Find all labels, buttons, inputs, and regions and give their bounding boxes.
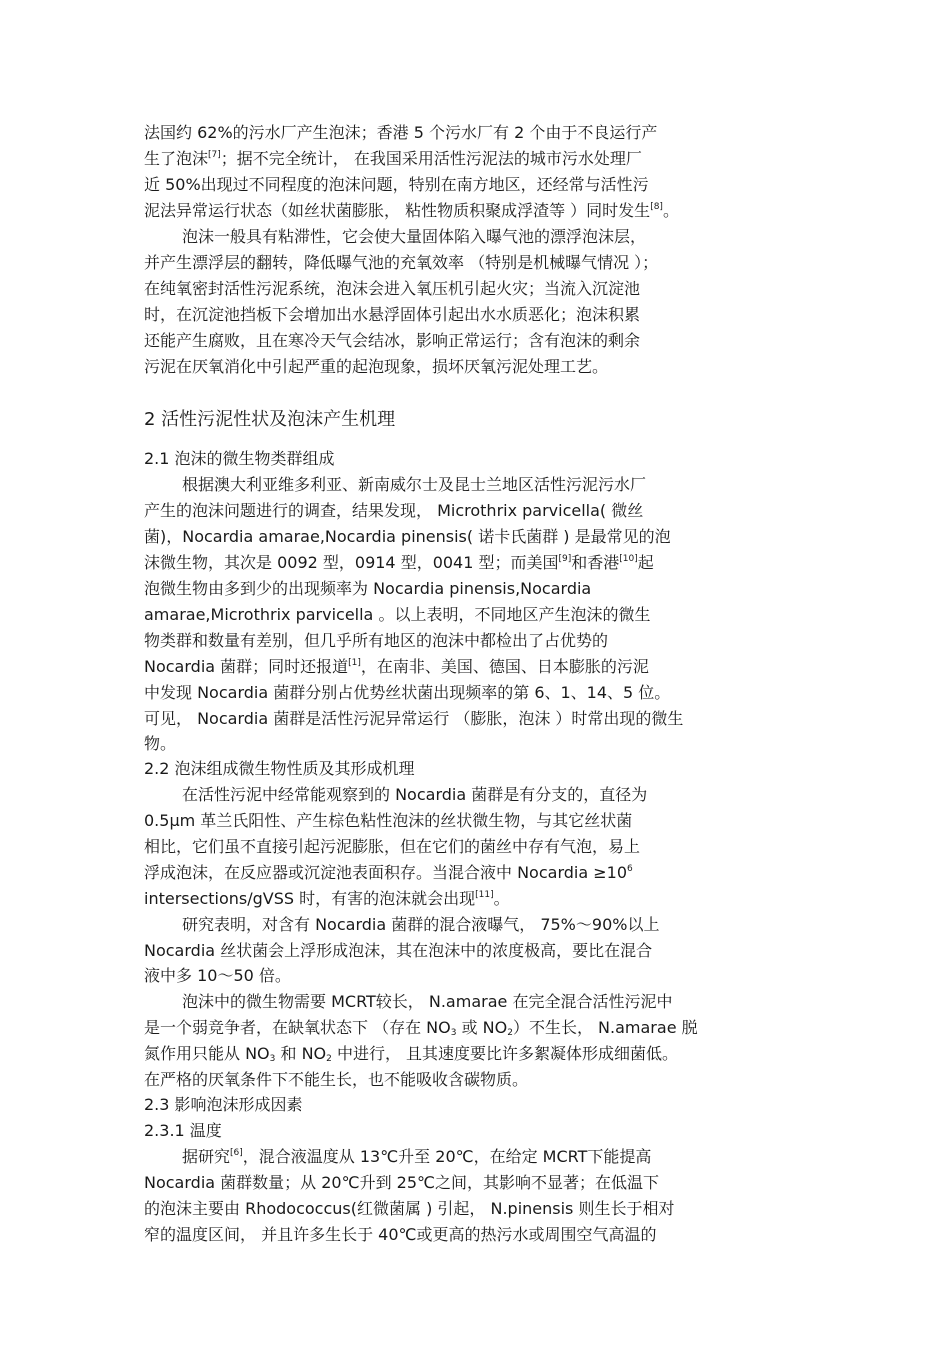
line-text: 泥法异常运行状态（如丝状菌膨胀， 粘性物质积聚成浮渣等 ）同时发生 [144,201,651,220]
line-text-cont: 或 NO [456,1018,508,1037]
text-line [144,1118,744,1143]
line-text: intersections/gVSS 时，有害的泡沫就会出现 [144,889,476,908]
line-text: 并产生漂浮层的翻转，降低曝气池的充氧效率 （特别是机械曝气情况 ）； [144,253,659,272]
superscript: 6 [627,864,633,874]
text-line [144,276,744,301]
line-text-cont: 和香港 [571,553,620,572]
line-text: 2.1 泡沫的微生物类群组成 [144,449,335,468]
line-text: 氮作用只能从 NO [144,1044,270,1063]
subscript: 2 [507,1028,513,1038]
superscript: [8] [650,202,663,212]
text-line [144,550,744,575]
line-text: 2.3.1 温度 [144,1121,222,1140]
superscript: [11] [475,890,494,900]
line-text: 物类群和数量有差别，但几乎所有地区的泡沫中都检出了占优势的 [144,631,609,650]
subscript: 3 [269,1054,276,1064]
superscript: [1] [348,658,361,668]
text-line [182,989,742,1014]
line-text: 沫微生物，其次是 0092 型，0914 型，0041 型；而美国 [144,553,559,572]
line-text-cont: 中进行， 且其速度要比许多絮凝体形成细菌低。 [331,1044,679,1063]
text-line [144,731,744,756]
line-text: 研究表明，对含有 Nocardia 菌群的混合液曝气， 75%～90%以上 [182,915,660,934]
text-line [144,860,744,885]
line-text: 物。 [144,734,177,753]
line-text: 在活性污泥中经常能观察到的 Nocardia 菌群是有分支的，直径为 [182,785,648,804]
subscript: 3 [450,1028,457,1038]
text-line [144,524,744,549]
text-line [182,1144,742,1169]
line-text: 是一个弱竞争者，在缺氧状态下 （存在 NO [144,1018,451,1037]
line-text: 在严格的厌氧条件下不能生长，也不能吸收含碳物质。 [144,1070,529,1089]
line-text-cont: 和 NO [275,1044,327,1063]
line-text: 据研究 [182,1147,231,1166]
line-text: 0.5μm 革兰氏阳性、产生棕色粘性泡沫的丝状微生物，与其它丝状菌 [144,811,633,830]
line-text: 根据澳大利亚维多利亚、新南威尔士及昆士兰地区活性污泥污水厂 [182,475,647,494]
text-line [144,834,744,859]
line-text: Nocardia 菌群；同时还报道 [144,657,349,676]
text-line [144,756,744,781]
line-text: 生了泡沫 [144,149,209,168]
superscript: [10] [619,554,638,564]
text-line [144,1041,744,1066]
line-text: 时，在沉淀池挡板下会增加出水悬浮固体引起出水水质恶化；泡沫积累 [144,305,641,324]
text-line [144,1015,744,1040]
line-text: 泡沫一般具有粘滞性，它会使大量固体陷入曝气池的漂浮泡沫层， [182,227,647,246]
text-line [144,498,744,523]
text-line [182,472,742,497]
text-line [144,328,744,353]
line-text-cont: 起 [637,553,654,572]
line-text: 的泡沫主要由 Rhodococcus(红微菌属 ) 引起， N.pinensis 则生长于相对 [144,1199,675,1218]
line-text: 浮成泡沫，在反应器或沉淀池表面积存。当混合液中 Nocardia ≥10 [144,863,628,882]
text-line [144,446,744,471]
line-text: 2.2 泡沫组成微生物性质及其形成机理 [144,759,415,778]
text-line [144,680,744,705]
line-text: 窄的温度区间， 并且许多生长于 40℃或更高的热污水或周围空气高温的 [144,1225,657,1244]
text-line [182,224,742,249]
superscript: [6] [230,1148,243,1158]
line-text-cont: ；据不完全统计， 在我国采用活性污泥法的城市污水处理厂 [220,149,642,168]
text-line [144,250,744,275]
line-text: 相比，它们虽不直接引起污泥膨胀，但在它们的菌丝中存有气泡，易上 [144,837,641,856]
line-text-cont: ，在南非、美国、德国、日本膨胀的污泥 [360,657,649,676]
line-text: 产生的泡沫问题进行的调查，结果发现， Microthrix parvicella( 微丝 [144,501,644,520]
text-line [144,1170,744,1195]
line-text-cont: ）不生长， N.amarae 脱 [512,1018,698,1037]
text-line [144,576,744,601]
line-text: 2 活性污泥性状及泡沫产生机理 [144,409,396,430]
line-text: 泡沫中的微生物需要 MCRT较长， N.amarae 在完全混合活性污泥中 [182,992,673,1011]
text-line [144,198,744,223]
superscript: [7] [208,150,221,160]
text-line [182,782,742,807]
text-line [144,172,744,197]
text-line [144,1196,744,1221]
text-line [144,654,744,679]
text-line [144,886,744,911]
section-heading [144,406,744,434]
line-text: 还能产生腐败，且在寒冷天气会结冰，影响正常运行；含有泡沫的剩余 [144,331,641,350]
line-text-cont: 。 [662,201,679,220]
line-text: Nocardia 丝状菌会上浮形成泡沫，其在泡沫中的浓度极高，要比在混合 [144,941,653,960]
line-text: amarae,Microthrix parvicella 。以上表明，不同地区产生泡沫的微生 [144,605,651,624]
line-text: 可见， Nocardia 菌群是活性污泥异常运行 （膨胀，泡沫 ）时常出现的微生 [144,709,684,728]
line-text: 中发现 Nocardia 菌群分别占优势丝状菌出现频率的第 6、1、14、5 位。 [144,683,671,702]
text-line [182,912,742,937]
text-line [144,1092,744,1117]
line-text: 菌)，Nocardia amarae,Nocardia pinensis( 诺卡氏菌群 ) 是最常见的泡 [144,527,671,546]
text-line [144,808,744,833]
text-line [144,146,744,171]
text-line [144,628,744,653]
text-line [144,602,744,627]
text-line [144,963,744,988]
line-text: 近 50%出现过不同程度的泡沫问题，特别在南方地区，还经常与活性污 [144,175,649,194]
line-text: 法国约 62%的污水厂产生泡沫；香港 5 个污水厂有 2 个由于不良运行产 [144,123,658,142]
line-text: 泡微生物由多到少的出现频率为 Nocardia pinensis,Nocardia [144,579,592,598]
line-text-cont: 。 [493,889,510,908]
line-text-cont: ，混合液温度从 13℃升至 20℃，在给定 MCRT下能提高 [242,1147,652,1166]
text-line [144,1222,744,1247]
text-line [144,354,744,379]
line-text: Nocardia 菌群数量；从 20℃升到 25℃之间，其影响不显著；在低温下 [144,1173,659,1192]
text-line [144,1067,744,1092]
superscript: [9] [558,554,572,564]
line-text: 2.3 影响泡沫形成因素 [144,1095,303,1114]
text-line [144,938,744,963]
text-line [144,120,744,145]
line-text: 液中多 10～50 倍。 [144,966,291,985]
text-line [144,302,744,327]
line-text: 污泥在厌氧消化中引起严重的起泡现象，损坏厌氧污泥处理工艺。 [144,357,609,376]
line-text: 在纯氧密封活性污泥系统，泡沫会进入氧压机引起火灾；当流入沉淀池 [144,279,641,298]
text-line [144,706,744,731]
subscript: 2 [326,1054,332,1064]
